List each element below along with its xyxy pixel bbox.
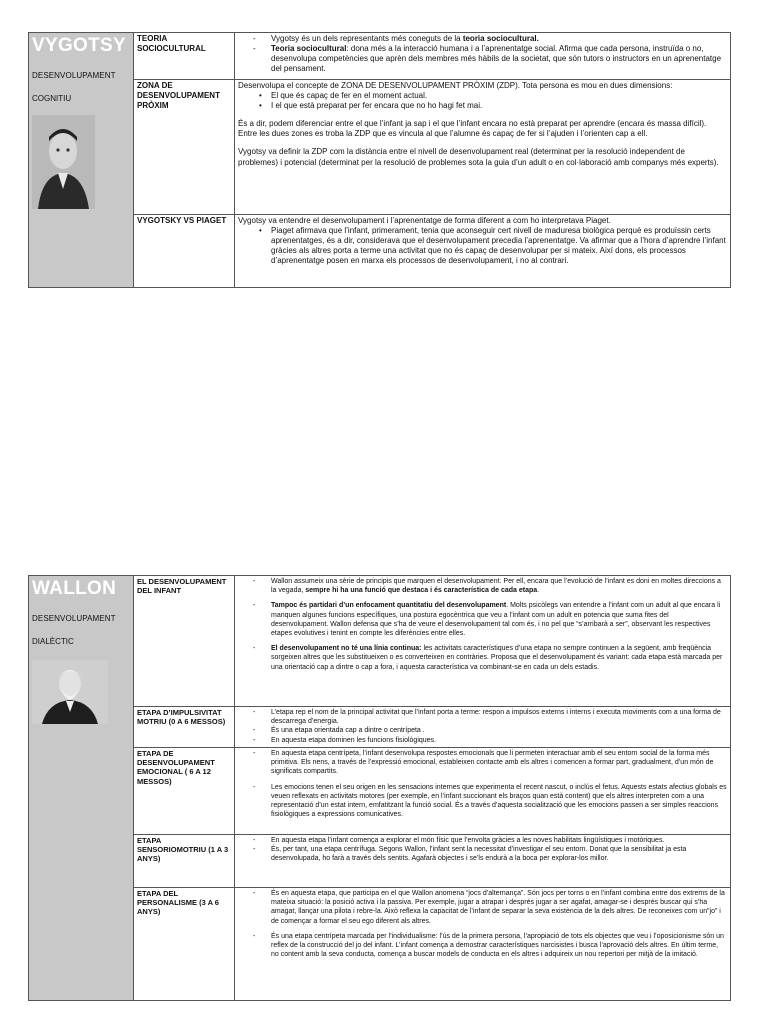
table-row <box>29 707 731 748</box>
text: Desenvolupa el concepte de ZONA DE DESENVOLUPAMENT PRÒXIM (ZDP). Tota persona es mou en dues dimensions: <box>238 81 673 90</box>
list-item <box>238 601 727 638</box>
list-item <box>238 708 727 726</box>
content-cell <box>235 33 731 80</box>
topic-cell: ETAPA SENSORIOMOTRIU (1 A 3 ANYS) <box>134 835 235 888</box>
topic-cell: ETAPA DE DESENVOLUPAMENT EMOCIONAL ( 6 A 12 MESSOS) <box>134 748 235 835</box>
paragraph <box>238 147 727 167</box>
table-row <box>29 33 731 80</box>
content-cell <box>235 215 731 288</box>
author-title: VYGOTSY <box>32 35 126 56</box>
text: Vygotsy és un dels representants més coneguts de la <box>271 34 463 43</box>
text: les activitats característiques d’una etapa no sempre continuen a la següent, amb freqüència sorgeixen altres que les substitueixen o es converteixen en contràries. Proposa que el desenvolupament és variant: cada etapa està marcada per una orientació cap a dintre o cap a fora, i aquesta característica va combinant-se en cada un dels estadis. <box>271 645 723 671</box>
paragraph-gap <box>238 111 727 119</box>
text: : dona més a la interacció humana i a l’aprenentatge social. Afirma que cada persona, instruïda o no, desenvolupa competències que aprèn dels membres més hàbils de la societat, que són tutors o instructors en un aprenentatge del pensament. <box>271 44 722 74</box>
author-subtitle-2: DIALÈCTIC <box>32 637 74 646</box>
text: . Molts psicòlegs van entendre a l’infant com un adult al que encara li manquen algunes funcions específiques, una postura egocèntrica que veu a l’infant com un adult en potencia que suma fites del desenvolupament. Wallon defensa que s’ha de veure el desenvolupament tal com és, i no pel que “s’arribarà a ser”, observant les respectives etapes evolutives i tenint en compte les diferències entre elles. <box>271 602 721 638</box>
table-row <box>29 576 731 707</box>
text: És a dir, podem diferenciar entre el que l’infant ja sap i el que l’infant encara no està preparat per aprendre (encara és massa difícil). Entre les dues zones es troba la ZDP que es vincula al que l’alumne és capaç de fer si l’ajuden i l’orienten cap a ell. <box>238 119 707 139</box>
list-item <box>238 736 727 745</box>
content-cell <box>235 80 731 215</box>
list-item <box>238 889 727 926</box>
topic-cell: TEORIA SOCIOCULTURAL <box>134 33 235 80</box>
text: En aquesta etapa dominen les funcions fisiològiques. <box>271 736 436 744</box>
table-row <box>29 888 731 1001</box>
bold-text: Tampoc és partidari d’un enfocament quantitatiu del desenvolupament <box>271 602 507 610</box>
list-item <box>238 845 727 863</box>
topic-cell: VYGOTSKY VS PIAGET <box>134 215 235 288</box>
list-item <box>238 783 727 820</box>
wallon-table <box>28 575 731 1001</box>
text: És, per tant, una etapa centrífuga. Segons Wallon, l’infant sent la necessitat d’investigar el seu entorn. Donat que la sensibilitat ja esta desenvolupada, ho farà a través dels sentits. Agafarà objectes i se’ls endurà a la boca per explorar-los millor. <box>271 846 687 863</box>
paragraph-gap <box>238 139 727 147</box>
text: Piaget afirmava que l’infant, primerament, tenia que aconseguir cert nivell de maduresa biològica perquè es produïssin certs aprenentatges, és a dir, considerava que el desenvolupament precedia l’aprenentatge. Va afirmar que a l’hora d’aprendre l’infant gràcies als altres porta a terme una activitat que no és capaç de desenvolupar per si mateix. Així dons, els processos d’aprenentatge posen en marxa els processos de desenvolupament, i no al contrari. <box>271 226 726 266</box>
text: Wallon assumeix una sèrie de principis que marquen el desenvolupament. Per ell, encara que l’evolució de l’infant es doni en moltes direccions a la vegada, <box>271 578 721 595</box>
paragraph <box>238 216 727 226</box>
paragraph <box>238 81 727 91</box>
list-item <box>238 101 727 111</box>
author-sidebar <box>29 33 134 288</box>
portrait-icon <box>32 115 95 209</box>
list-item <box>238 836 727 845</box>
bold-text: teoria sociocultural. <box>462 34 539 43</box>
text: És una etapa centrípeta marcada per l’individualisme: l’ús de la primera persona, l’apropiació de tots els objectes que veu i l’oposicionisme són un reflex de la construcció del jo del infant. L’infant comença a demostrar característiques narcisistes i busca l’aprovació dels altres. En últim terme, no content amb la seva conducta, comença a buscar models de conducta en els altres i adquireix un nou repertori per mitjà de la imitació. <box>271 932 724 959</box>
text: L’etapa rep el nom de la principal activitat que l’infant porta a terme: respon a impulsos externs i interns i executa moviments com a una forma de descarrega d’energia. <box>271 709 721 726</box>
bold-text: El desenvolupament no té una línia continua: <box>271 645 422 653</box>
list-item <box>238 749 727 777</box>
content-cell <box>235 576 731 707</box>
content-cell <box>235 888 731 1001</box>
portrait-icon <box>32 660 108 724</box>
list-item <box>238 91 727 101</box>
content-cell <box>235 707 731 748</box>
bold-text: sempre hi ha una funció que destaca i és característica de cada etapa <box>305 587 538 595</box>
list-item <box>238 44 727 74</box>
topic-cell: ETAPA DEL PERSONALISME (3 A 6 ANYS) <box>134 888 235 1001</box>
text: Vygotsy va definir la ZDP com la distància entre el nivell de desenvolupament real (determinat per la resolució independent de problemes) i potencial (determinat per la resolució de problemes sota la guia d’un adult o en col·laboració amb companys més experts). <box>238 147 719 167</box>
text: . <box>537 587 540 595</box>
topic-cell: EL DESENVOLUPAMENT DEL INFANT <box>134 576 235 707</box>
vygotsky-table <box>28 32 731 288</box>
author-title: WALLON <box>32 578 117 599</box>
text: És en aquesta etapa, que participa en el que Wallon anomena “jocs d’alternança”. Són jocs per torns o en l’infant combina entre dos extrems de la mateixa situació: la posició activa i la passiva. Per exemple, jugar a atrapar i després jugar a ser agafat, amagar-se i després buscar qui s’ha amagat, llançar una pilota i rebre-la. Això reflexa la capacitat de l’infant de separar la seva existència de la dels altres. De reconeixes com un”jo” i de començar a formar el seu ego diferent als altres. <box>271 890 725 925</box>
text: I el que està preparat per fer encara que no ho hagi fet mai. <box>271 101 483 111</box>
text: És una etapa orientada cap a dintre o centrípeta . <box>271 727 425 735</box>
author-sidebar <box>29 576 134 1001</box>
list-item <box>238 226 727 266</box>
table-row <box>29 748 731 835</box>
text: En aquesta etapa centrípeta, l’infant desenvolupa respostes emocionals que li permeten interactuar amb el seu entorn social de la forma més primitiva. Els nens, a través de l’expressió emocional, estableixen contacte amb els altres i comencen a formar part, gradualment, d’un món de significats compartits. <box>271 750 714 776</box>
topic-cell: ZONA DE DESENVOLUPAMENT PRÒXIM <box>134 80 235 215</box>
list-item <box>238 932 727 960</box>
paragraph <box>238 119 727 139</box>
text: Vygotsy va entendre el desenvolupament i l’aprenentatge de forma diferent a com ho interpretava Piaget. <box>238 216 611 225</box>
text: En aquesta etapa l’infant comença a explorar el món físic que l’envolta gràcies a les noves habilitats lingüístiques i motòriques. <box>271 837 665 844</box>
author-subtitle-2: COGNITIU <box>32 94 72 103</box>
list-item <box>238 577 727 595</box>
text: Les emocions tenen el seu origen en les sensacions internes que experimenta el recent nascut, o inclús el fetus. Aquests estats afectius globals es veuen reflexats en activitats motores (per exemple, en l’infant succionant els braços quan està content) que els altres interpreten com a una representació d’un estat intern, emfatitzant la funció social. És a través d’aquesta socialització que les emocions passen a ser simples reaccions fisiològiques a expressions comunicatives. <box>271 783 727 819</box>
list-item <box>238 644 727 672</box>
table-row <box>29 835 731 888</box>
content-cell <box>235 748 731 835</box>
list-item <box>238 34 727 44</box>
table-row <box>29 215 731 288</box>
text: El que és capaç de fer en el moment actual. <box>271 91 428 101</box>
content-cell <box>235 835 731 888</box>
bold-text: Teoria sociocultural <box>271 44 347 54</box>
author-subtitle-1: DESENVOLUPAMENT <box>32 614 116 623</box>
table-row <box>29 80 731 215</box>
author-subtitle-1: DESENVOLUPAMENT <box>32 71 116 80</box>
topic-cell: ETAPA D’IMPULSIVITAT MOTRIU (0 A 6 MESSOS) <box>134 707 235 748</box>
list-item <box>238 726 727 735</box>
